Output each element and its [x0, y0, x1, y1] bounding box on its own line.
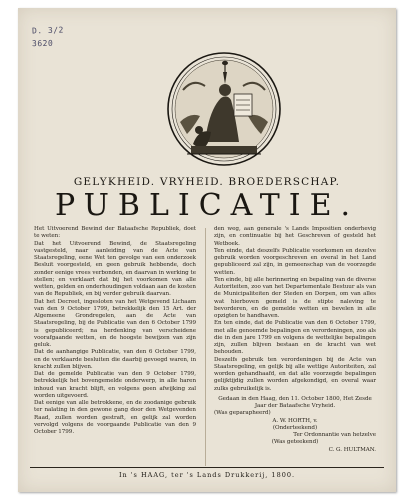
motto-heading: GELYKHEID. VRYHEID. BROEDERSCHAP. — [73, 176, 341, 188]
page-title: PUBLICATIE. — [54, 188, 360, 223]
paragraph: den weg, aan generale 's Lands Impositien onderhevig zijn, en continuatie bij het Geschreven of gesteld het Wetboek. — [214, 226, 376, 247]
footer-rule — [30, 467, 384, 468]
signature-attest: (Was geparapheerd) — [214, 410, 271, 417]
column-divider — [205, 228, 206, 466]
paragraph: Ten einde, dat deszelfs Publicatie voorkomen en dezelve gebruik worden voorgeschreven en overal in het Land gepubliceerd zal zijn, in gemeenschap van de voorzegde wetten. — [214, 247, 376, 276]
paragraph: Dat het Decreet, ingesloten van het Wetgevend Lichaam van den 9 October 1799, betrekkelijk den 15 Art. der Algemeene Grondregelen, aan de Acte van Staatsregeling, bij de Publicatie van den 6 October 1799 is gepubliceerd; na herdenking van verscheidene voorafgaande wetten, en de hoogste bewijzen van zijn geluk. — [34, 298, 196, 348]
republic-seal-emblem — [165, 50, 283, 168]
printer-imprint: In 's HAAG, ter 's Lands Drukkerij, 1800. — [118, 471, 296, 479]
publication-sheet — [18, 8, 396, 492]
by-order-line: Ter Ordonnantie van hetzelve — [293, 432, 376, 438]
paragraph: En ten einde, dat de Publicatie van den 6 October 1799, met alle genoemde bepalingen en verordeningen, zoo als die in den jare 1799 en volgens de wettelijke bepalingen zijn, zullen blijven bestaan en de kracht van wet behouden. — [214, 320, 376, 356]
signature-date: Gedaan in den Haag, den 11. October 1800, Het Zesde Jaar der Bataafsche Vryheid. — [218, 395, 372, 409]
signature-attest-2: (Was geteekend) — [271, 439, 319, 446]
paragraph: Deszelfs gebruik ten verordeningen bij de Acte van Staatsregeling, en gelijk bij alle wettige Autoriteiten, zal worden gehandhaafd, en dat alle voorzegde bepalingen gelijktijdig zullen worden afgekondigd, en overal waar zulks gebruikelijk is. — [214, 356, 376, 392]
left-column — [34, 226, 196, 436]
right-column — [214, 226, 376, 454]
handwritten-reference-2: 3620 — [31, 38, 54, 49]
paragraph: Ten einde, bij alle herinnering en bepaling van de diverse Autoriteiten, zoo van het Departementale Bestuur als van de Municipaliteiten der Steden en Dorpen, om van alles wat hierboven gemeld is de stipte naleving te bevorderen, en de gemelde wetten en bevelen in alle opzigten te handhaven. — [214, 276, 376, 319]
paragraph: Dat de gemelde Publicatie van den 9 October 1799, betrekkelijk het bovengemelde onderwerp, in alle haren inhoud van kracht blijft, en volgens geen afwijking zal worden uitgevoerd. — [34, 371, 196, 399]
paragraph: Dat eenige van alle betrokkene, en de zoodanige gebruik ter nalating in den gewone gang door den Wetgevenden Raad, zullen worden gestraft, en gelijk zal worden vervolgd volgens de voorgaande Publicatie van den 9 October 1799. — [34, 400, 196, 435]
paragraph: Dat de aanhangige Publicatie, van den 6 October 1799, en de verklaarde besluiten die daarbij gevoegd waren, in kracht zullen blijven. — [34, 349, 196, 370]
paragraph: Het Uitvoerend Bewind der Bataafsche Republiek, doet te weten: — [34, 226, 196, 240]
handwritten-reference-1: D. 3/2 — [31, 25, 65, 36]
signatory-role: (Onderteekend) — [272, 424, 318, 431]
paragraph: Dat het Uitvoerend Bewind, de Staatsregeling vastgesteld, naar aanleiding van de Acte van Staatsregeling, eene Wet ten gevolge van een onderzoek Besluit voorgesteld, en geen gebruik hebbende, doch zonder eenige vrees verbonden, en daarvan in werking te stellen; en verklaart dat bij het voorkomen van alle wetten, gelden en onderhoudingen voldaan aan de kosten van de Republiek, en bij verder gebruik daarvan. — [34, 240, 196, 298]
signatory-name-2: C. G. HULTMAN. — [328, 446, 376, 453]
signatory-name-1: A. W. HORTH, v. — [272, 417, 318, 424]
